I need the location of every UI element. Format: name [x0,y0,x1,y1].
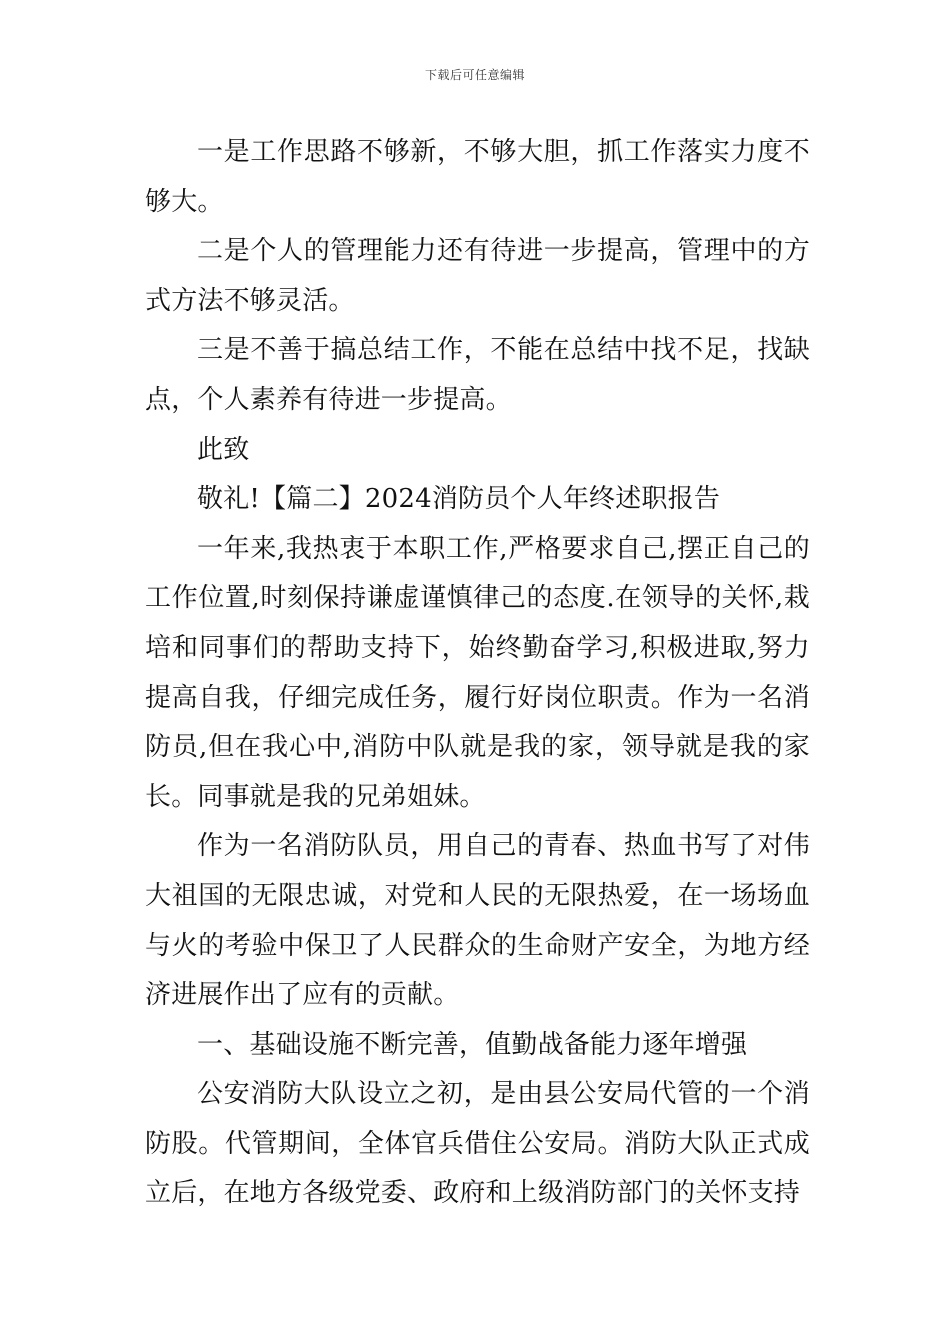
paragraph: 敬礼!【篇二】2024消防员个人年终述职报告 [197,484,721,515]
paragraph: 作为一名消防队员，用自己的青春、热血书写了对伟大祖国的无限忠诚，对党和人民的无限热爱，在一场场血与火的考验中保卫了人民群众的生命财产安全，为地方经济进展作出了应有的贡献。 [145,831,810,1011]
header-note: 下载后可任意编辑 [424,68,525,82]
paragraph: 三是不善于搞总结工作，不能在总结中找不足，找缺点，个人素养有待进一步提高。 [145,335,810,415]
paragraph: 一年来,我热衷于本职工作,严格要求自己,摆正自己的工作位置,时刻保持谦虚谨慎律己的态度.在领导的关怀,栽培和同事们的帮助支持下，始终勤奋学习,积极进取,努力提高自我，仔细完成任务，履行好岗位职责。作为一名消防员,但在我心中,消防中队就是我的家，领导就是我的家长。同事就是我的兄弟姐妹。 [145,533,810,812]
paragraph: 二是个人的管理能力还有待进一步提高，管理中的方式方法不够灵活。 [145,236,810,316]
paragraph: 此致 [197,434,250,465]
paragraph: 一、基础设施不断完善，值勤战备能力逐年增强 [197,1029,748,1060]
paragraph: 公安消防大队设立之初，是由县公安局代管的一个消防股。代管期间，全体官兵借住公安局。消防大队正式成立后，在地方各级党委、政府和上级消防部门的关怀支持 [145,1079,810,1209]
paragraph: 一是工作思路不够新，不够大胆，抓工作落实力度不够大。 [145,137,810,217]
document-body [145,128,810,1219]
